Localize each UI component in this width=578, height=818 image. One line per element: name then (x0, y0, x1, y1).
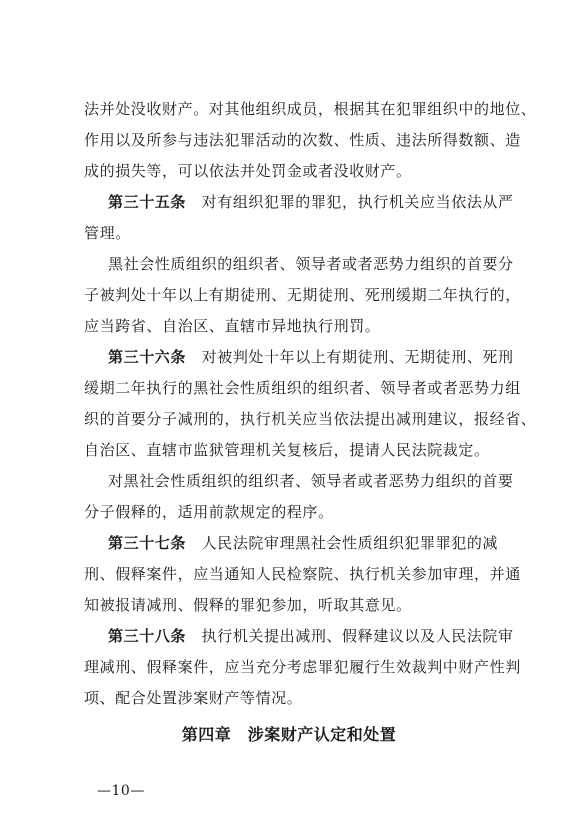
paragraph-line: 知被报请减刑、假释的罪犯参加，听取其意见。 (84, 596, 412, 614)
paragraph-line: 黑社会性质组织的组织者、领导者或者恶势力组织的首要分 (108, 255, 514, 273)
paragraph-line: 管理。 (84, 224, 131, 242)
chapter-heading: 第四章 涉案财产认定和处置 (181, 725, 397, 744)
paragraph-line: 成的损失等，可以依法并处罚金或者没收财产。 (84, 162, 412, 180)
paragraph-line: 项、配合处置涉案财产等情况。 (84, 689, 303, 707)
paragraph-line: 应当跨省、自治区、直辖市异地执行刑罚。 (84, 317, 381, 335)
article-number: 第三十五条 (108, 193, 187, 211)
paragraph-line: 理减刑、假释案件，应当充分考虑罪犯履行生效裁判中财产性判 (84, 658, 521, 676)
paragraph-line: 自治区、直辖市监狱管理机关复核后，提请人民法院裁定。 (84, 441, 490, 459)
paragraph-line: 作用以及所参与违法犯罪活动的次数、性质、违法所得数额、造 (84, 131, 521, 149)
paragraph-line: 子被判处十年以上有期徒刑、无期徒刑、死刑缓期二年执行的， (84, 286, 521, 304)
article-35-line (108, 192, 518, 212)
paragraph-line: 对黑社会性质组织的组织者、领导者或者恶势力组织的首要 (108, 472, 514, 490)
paragraph-line: 法并处没收财产。对其他组织成员，根据其在犯罪组织中的地位、 (84, 100, 537, 118)
article-text: 对被判处十年以上有期徒刑、无期徒刑、死刑 (201, 348, 514, 366)
paragraph-line: 织的首要分子减刑的，执行机关应当依法提出减刑建议，报经省、 (84, 410, 537, 428)
paragraph-line: 分子假释的，适用前款规定的程序。 (84, 503, 334, 521)
article-number: 第三十六条 (108, 348, 187, 366)
paragraph-line: 缓期二年执行的黑社会性质组织的组织者、领导者或者恶势力组 (84, 379, 521, 397)
article-text: 人民法院审理黑社会性质组织犯罪罪犯的减 (201, 534, 499, 552)
paragraph-line: 刑、假释案件，应当通知人民检察院、执行机关参加审理，并通 (84, 565, 521, 583)
article-38-line (108, 626, 518, 646)
article-36-line (108, 347, 518, 367)
article-text: 执行机关提出减刑、假释建议以及人民法院审 (201, 627, 514, 645)
page-number: —10— (97, 783, 145, 799)
article-number: 第三十八条 (108, 627, 187, 645)
article-number: 第三十七条 (108, 534, 187, 552)
article-37-line (108, 533, 518, 553)
article-text: 对有组织犯罪的罪犯，执行机关应当依法从严 (201, 193, 514, 211)
